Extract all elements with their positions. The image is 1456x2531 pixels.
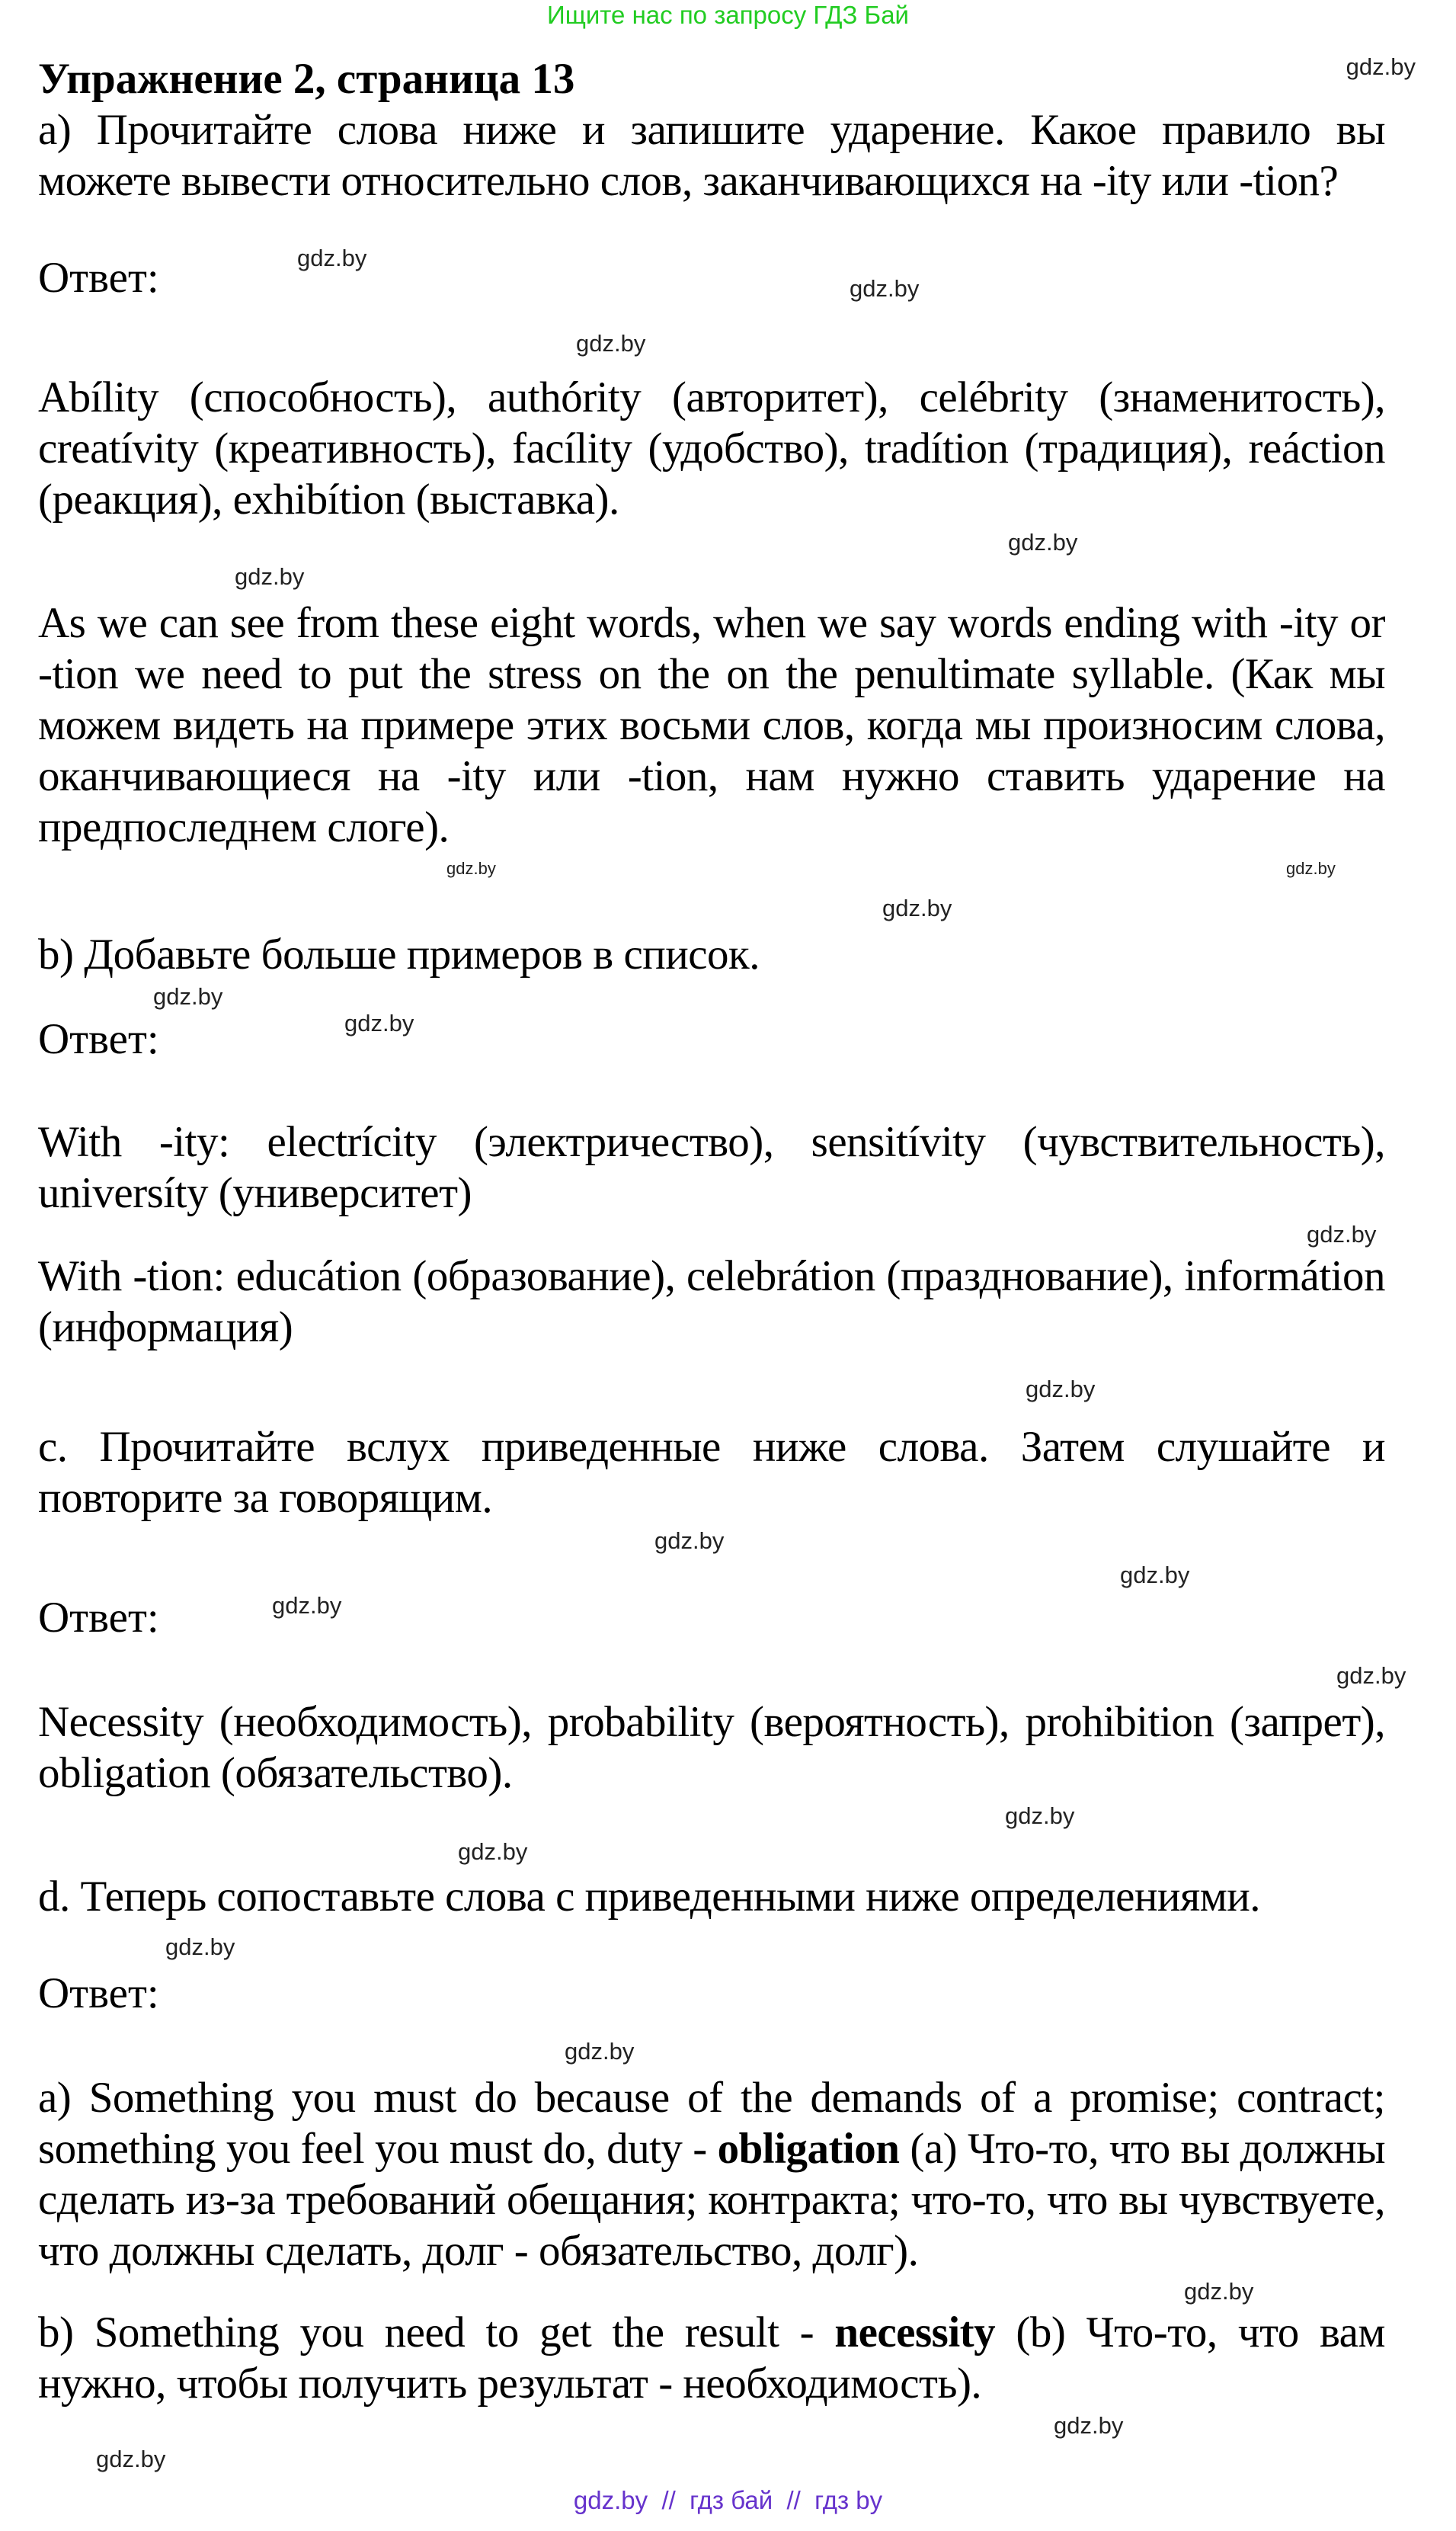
watermark: gdz.by (565, 2038, 635, 2065)
spacer (0, 1219, 1456, 1251)
spacer (0, 2409, 1456, 2478)
def-b-word: necessity (834, 2308, 996, 2356)
watermark: gdz.by (576, 330, 646, 357)
answer-d-b (38, 2307, 1385, 2409)
watermark: gdz.by (153, 983, 223, 1010)
question-d: d. Теперь сопоставьте слова с приведенными ниже определениями. (38, 1873, 1261, 1921)
watermark: gdz.by (1008, 529, 1078, 556)
spacer (0, 1643, 1456, 1696)
spacer (0, 303, 1456, 372)
watermark: gdz.by (1346, 53, 1416, 80)
answer-row (38, 1592, 1385, 1643)
watermark: gdz.by (850, 275, 920, 302)
def-a-text: a) Something you must do because of the demands of a promise; contract; something you feel you must do, duty - (38, 2074, 1385, 2173)
spacer (0, 1523, 1456, 1592)
watermark: gdz.by (882, 895, 952, 921)
question-b: b) Добавьте больше примеров в список. (38, 931, 760, 979)
watermark: gdz.by (1286, 859, 1336, 878)
answer-label: Ответ: (38, 1969, 159, 2017)
watermark: gdz.by (1184, 2278, 1254, 2305)
watermark: gdz.by (165, 1933, 235, 1960)
spacer (0, 1922, 1456, 1968)
spacer (0, 2019, 1456, 2072)
watermark: gdz.by (235, 563, 305, 590)
answer-b-tion: With -tion: educátion (образование), celebrátion (празднование), informátion (информация) (38, 1252, 1385, 1351)
watermark: gdz.by (1005, 1802, 1075, 1829)
watermark: gdz.by (344, 1010, 414, 1036)
watermark: gdz.by (272, 1592, 342, 1619)
answer-a-rule: As we can see from these eight words, when we say words ending with -ity or -tion we need to put the stress on the on the penultimate syllable. (Как мы можем видеть на примере этих восьми слов, когда мы произносим слова, оканчивающиеся на -ity или -tion, нам нужно ставить ударение на предпоследнем слоге). (38, 599, 1385, 851)
answer-label: Ответ: (38, 1594, 159, 1642)
spacer (0, 525, 1456, 598)
watermark: gdz.by (446, 859, 496, 878)
watermark: gdz.by (1120, 1562, 1190, 1588)
def-a-translation: (a) Что-то, что вы должны сделать из-за требований обещания; контракта; что-то, что вы чувствуете, что должны сделать, долг - обязательство, долг). (38, 2125, 1385, 2275)
title-row (38, 53, 1416, 104)
answer-row (38, 1968, 1385, 2019)
spacer (0, 2276, 1456, 2307)
page-title: Упражнение 2, страница 13 (38, 55, 575, 103)
spacer (0, 1799, 1456, 1871)
watermark: gdz.by (1336, 1662, 1406, 1689)
promo-banner[interactable]: Ищите нас по запросу ГДЗ Бай (547, 1, 909, 29)
spacer (0, 1353, 1456, 1421)
answer-b-ity: With -ity: electrícity (электричество), sensitívity (чувствительность), universíty (университет) (38, 1118, 1385, 1217)
watermark: gdz.by (654, 1527, 725, 1554)
question-c: c. Прочитайте вслух приведенные ниже слова. Затем слушайте и повторите за говорящим. (38, 1423, 1385, 1522)
def-b-translation: (b) Что-то, что вам нужно, чтобы получить результат - необходимость). (38, 2308, 1385, 2408)
def-a-word: obligation (717, 2125, 900, 2173)
answer-a-words: Abílity (способность), authórity (авторитет), celébrity (знаменитость), creatívity (креативность), facílity (удобство), tradítion (традиция), reáction (реакция), exhibítion (выставка). (38, 373, 1385, 524)
watermark: gdz.by (96, 2446, 166, 2472)
answer-row (38, 245, 1385, 303)
watermark: gdz.by (1307, 1221, 1377, 1248)
watermark: gdz.by (1054, 2412, 1124, 2439)
answer-d-a (38, 2072, 1385, 2276)
watermark: gdz.by (1026, 1376, 1096, 1402)
footer-links[interactable]: gdz.by // гдз бай // гдз by (573, 2486, 883, 2514)
answer-label: Ответ: (38, 1015, 159, 1063)
answer-label: Ответ: (38, 254, 159, 302)
spacer (0, 207, 1456, 252)
spacer (0, 1065, 1456, 1117)
watermark: gdz.by (458, 1838, 528, 1865)
def-b-text: b) Something you need to get the result - (38, 2308, 835, 2356)
question-a: a) Прочитайте слова ниже и запишите ударение. Какое правило вы можете вывести относительно слов, заканчивающихся на -ity или -tion? (38, 106, 1385, 205)
answer-row (38, 1010, 1385, 1065)
spacer (0, 853, 1456, 929)
watermark: gdz.by (297, 245, 367, 271)
answer-c: Necessity (необходимость), probability (вероятность), prohibition (запрет), obligation (обязательство). (38, 1698, 1385, 1797)
spacer (0, 980, 1456, 1014)
